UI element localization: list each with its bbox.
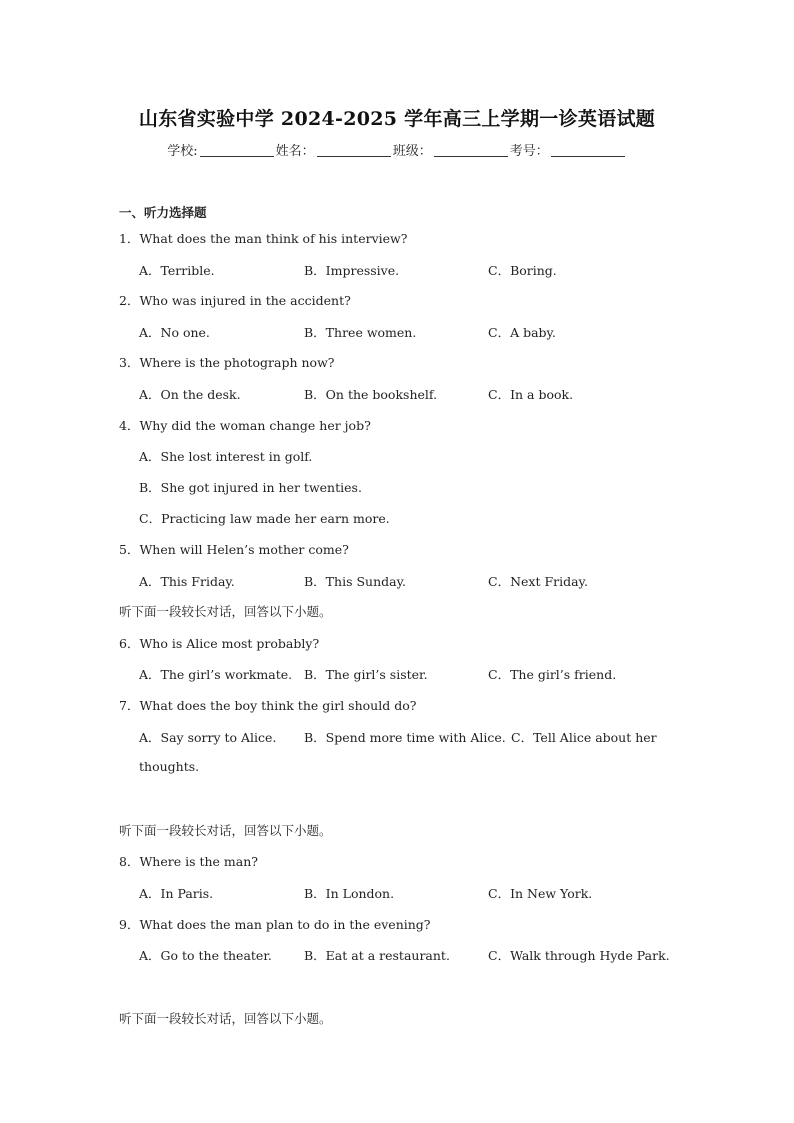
question-2-option-c[interactable]: C．A baby.	[488, 325, 556, 340]
name-blank[interactable]	[317, 144, 391, 157]
question-5-option-a[interactable]: A．This Friday.	[139, 574, 235, 589]
question-9-option-b[interactable]: B．Eat at a restaurant.	[304, 948, 450, 963]
question-5-option-c[interactable]: C．Next Friday.	[488, 574, 588, 589]
question-3-option-a[interactable]: A．On the desk.	[139, 387, 241, 402]
exam-no-label: 考号：	[509, 144, 549, 159]
question-1: 1．What does the man think of his interview?	[119, 231, 408, 246]
question-7-option-b[interactable]: B．Spend more time with Alice.	[304, 730, 506, 745]
question-9-option-c[interactable]: C．Walk through Hyde Park.	[488, 948, 670, 963]
question-6-option-c[interactable]: C．The girl’s friend.	[488, 667, 617, 682]
question-7-option-c[interactable]: C．Tell Alice about her	[511, 730, 657, 745]
question-8-option-a[interactable]: A．In Paris.	[139, 886, 214, 901]
question-3: 3．Where is the photograph now?	[119, 355, 335, 370]
question-8: 8．Where is the man?	[119, 854, 258, 869]
question-4-option-a[interactable]: A．She lost interest in golf.	[139, 449, 313, 464]
question-4-option-c[interactable]: C．Practicing law made her earn more.	[139, 511, 390, 526]
question-2: 2．Who was injured in the accident?	[119, 293, 351, 308]
student-info-line	[0, 140, 794, 159]
question-9-option-a[interactable]: A．Go to the theater.	[139, 948, 272, 963]
question-5: 5．When will Helen’s mother come?	[119, 542, 349, 557]
question-6-option-b[interactable]: B．The girl’s sister.	[304, 667, 428, 682]
question-7-option-a[interactable]: A．Say sorry to Alice.	[139, 730, 277, 745]
section-heading: 一、听力选择题	[119, 205, 207, 220]
question-5-option-b[interactable]: B．This Sunday.	[304, 574, 406, 589]
question-2-option-a[interactable]: A．No one.	[139, 325, 210, 340]
page-title: 山东省实验中学 2024-2025 学年高三上学期一诊英语试题	[138, 108, 656, 130]
school-label: 学校:	[167, 144, 198, 159]
question-2-option-b[interactable]: B．Three women.	[304, 325, 417, 340]
dialogue-instruction-2: 听下面一段较长对话，回答以下小题。	[119, 823, 332, 838]
dialogue-instruction-1: 听下面一段较长对话，回答以下小题。	[119, 604, 332, 619]
question-1-option-a[interactable]: A．Terrible.	[139, 263, 215, 278]
question-4: 4．Why did the woman change her job?	[119, 418, 371, 433]
question-9: 9．What does the man plan to do in the evening?	[119, 917, 431, 932]
class-blank[interactable]	[434, 144, 508, 157]
exam-no-blank[interactable]	[551, 144, 625, 157]
question-8-option-c[interactable]: C．In New York.	[488, 886, 593, 901]
class-label: 班级：	[392, 144, 432, 159]
question-6: 6．Who is Alice most probably?	[119, 636, 320, 651]
question-1-option-c[interactable]: C．Boring.	[488, 263, 557, 278]
question-1-option-b[interactable]: B．Impressive.	[304, 263, 400, 278]
name-label: 姓名：	[275, 144, 315, 159]
question-4-option-b[interactable]: B．She got injured in her twenties.	[139, 480, 362, 495]
question-3-option-c[interactable]: C．In a book.	[488, 387, 574, 402]
question-3-option-b[interactable]: B．On the bookshelf.	[304, 387, 438, 402]
dialogue-instruction-3: 听下面一段较长对话，回答以下小题。	[119, 1011, 332, 1026]
question-7: 7．What does the boy think the girl should do?	[119, 698, 417, 713]
question-7-option-c-continued: thoughts.	[139, 759, 200, 774]
school-blank[interactable]	[200, 144, 274, 157]
question-6-option-a[interactable]: A．The girl’s workmate.	[139, 667, 293, 682]
question-8-option-b[interactable]: B．In London.	[304, 886, 395, 901]
